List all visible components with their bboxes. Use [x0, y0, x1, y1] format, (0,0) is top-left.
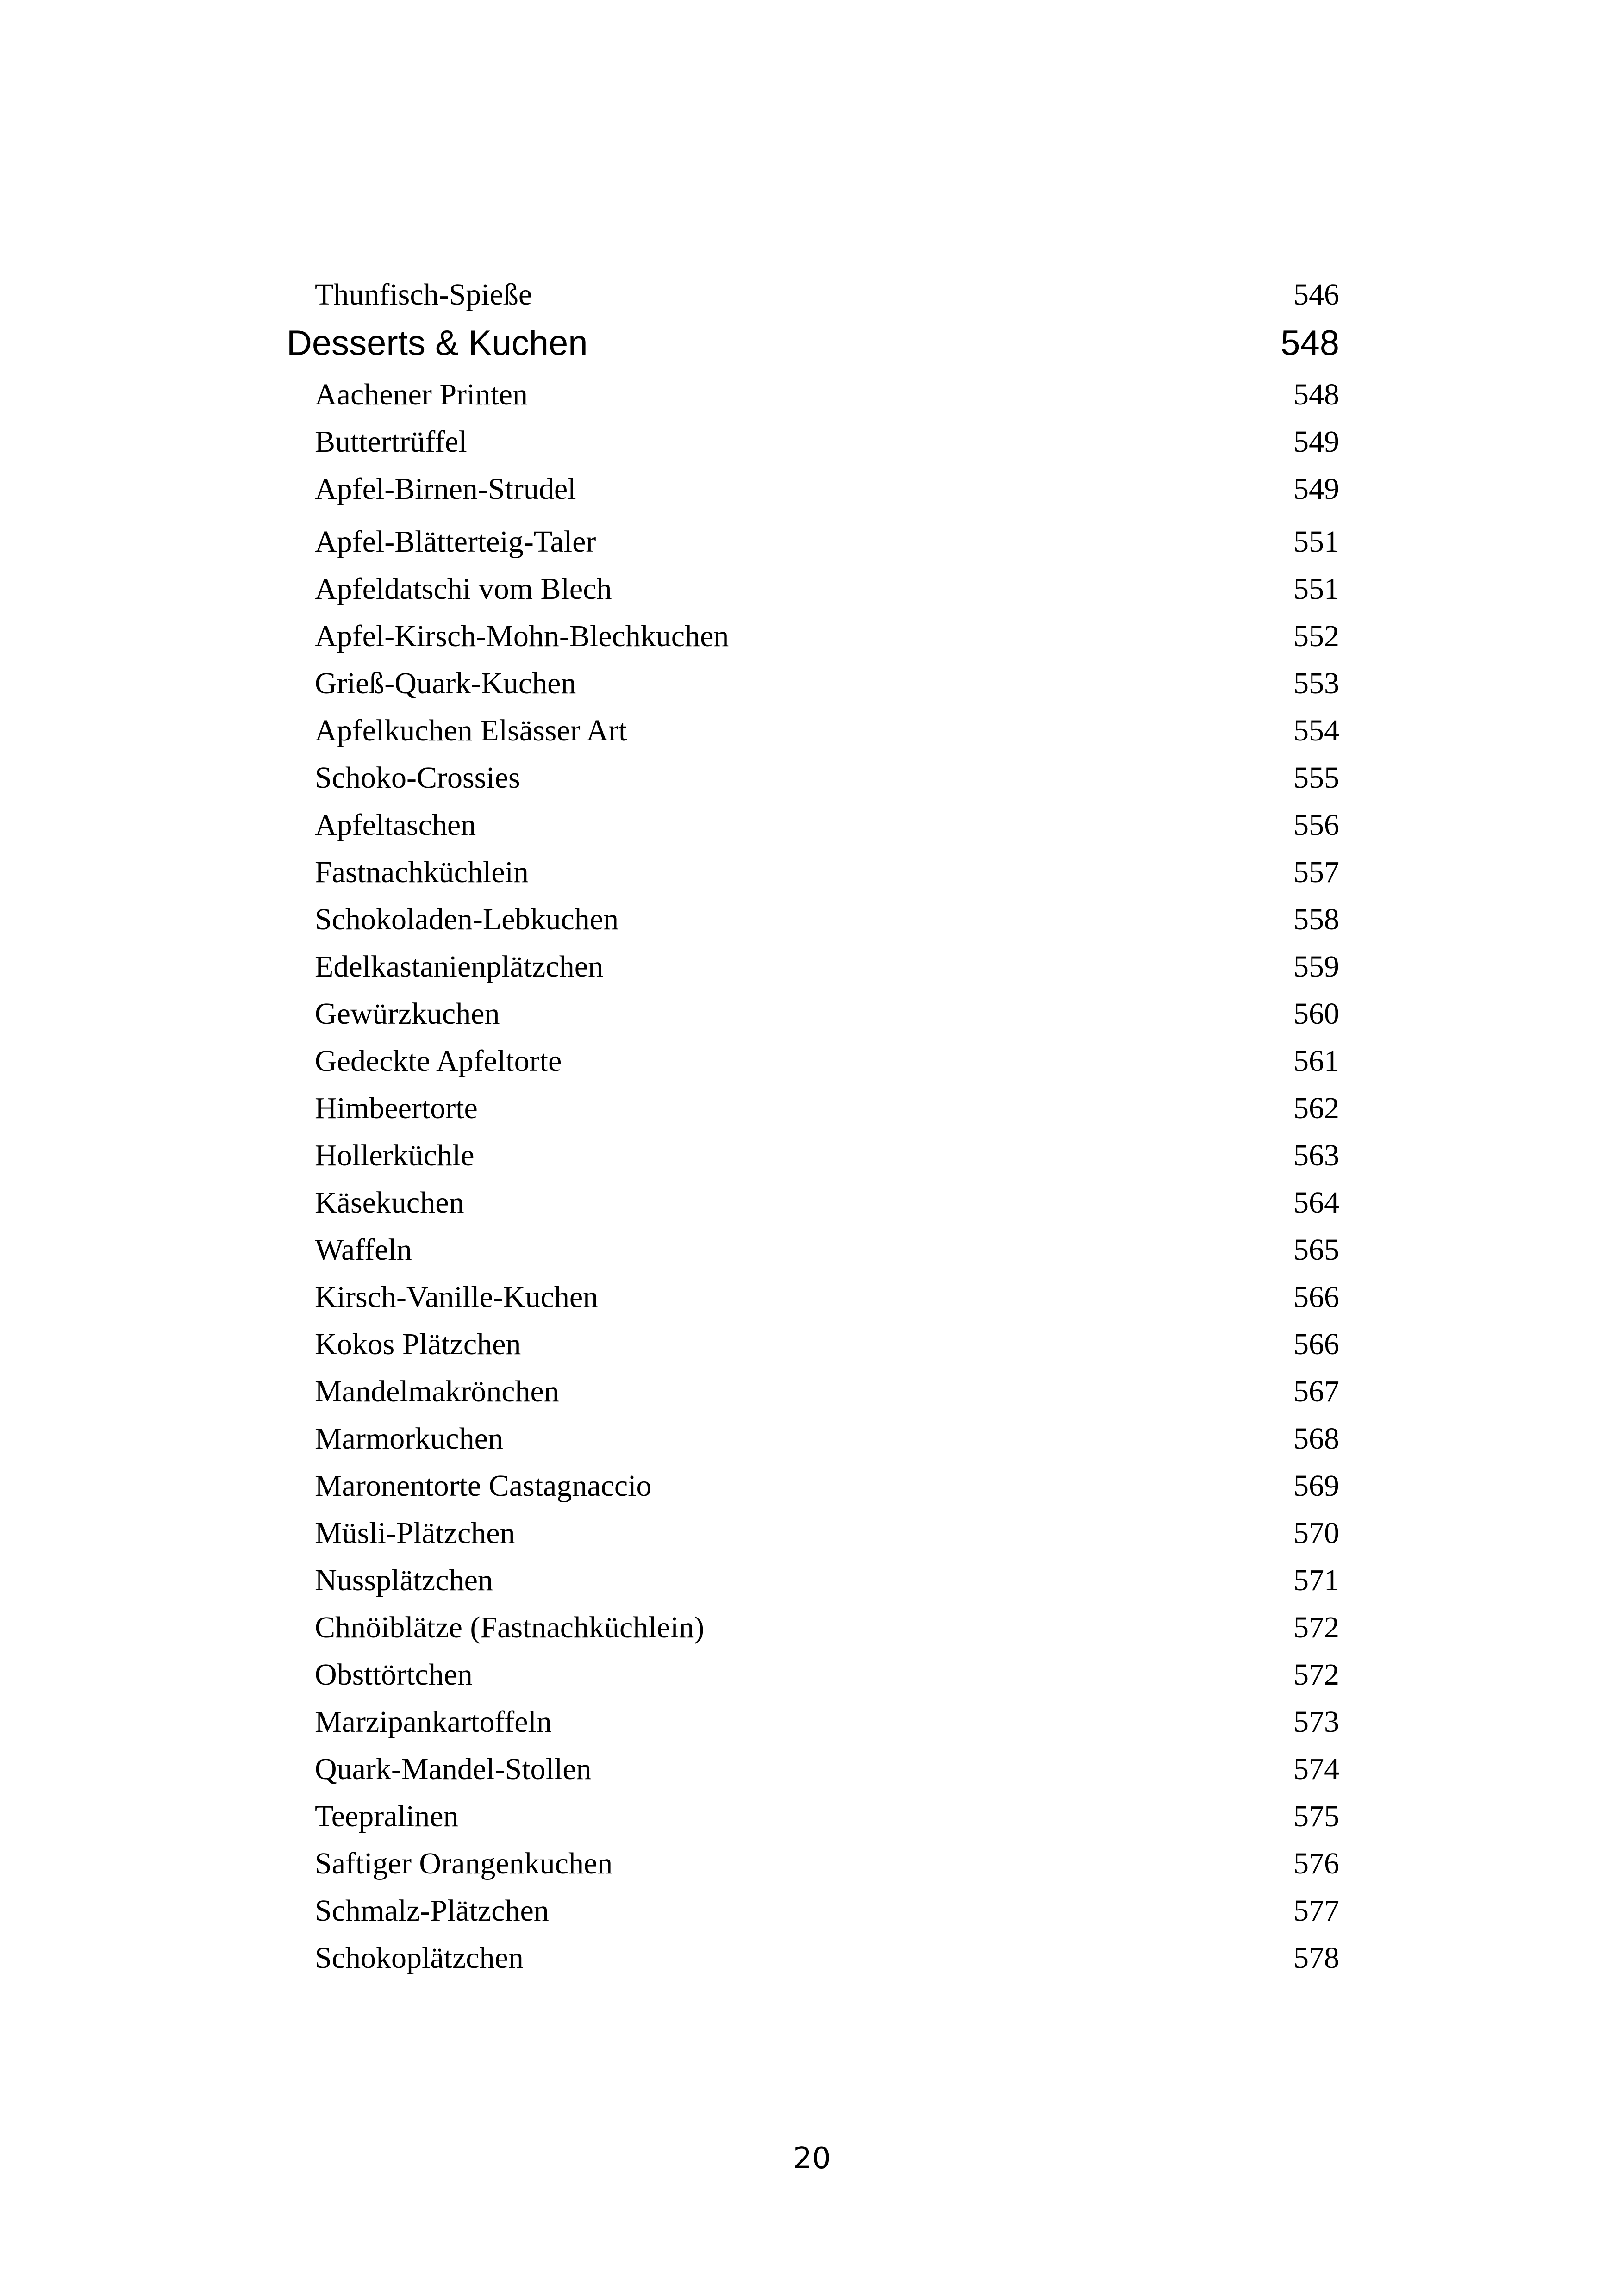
- toc-entry-page: 554: [1293, 714, 1339, 747]
- toc-entry: [0, 1842, 1624, 1889]
- toc-entry-page: 578: [1293, 1941, 1339, 1975]
- toc-entry: [0, 1795, 1624, 1842]
- toc-entry-page: 565: [1293, 1233, 1339, 1267]
- toc-entry: [0, 373, 1624, 420]
- toc-entry: [0, 803, 1624, 851]
- toc-entry-title: Apfel-Blätterteig-Taler: [315, 525, 596, 559]
- toc-entry-title: Kirsch-Vanille-Kuchen: [315, 1280, 599, 1314]
- toc-entry-title: Marzipankartoffeln: [315, 1705, 552, 1739]
- toc-entry-page: 576: [1293, 1847, 1339, 1880]
- toc-entry-title: Schoko-Crossies: [315, 761, 520, 795]
- toc-entry-page: 566: [1293, 1327, 1339, 1361]
- toc-entry-page: 552: [1293, 619, 1339, 653]
- toc-entry-page: 551: [1293, 525, 1339, 559]
- toc-entry-title: Apfeldatschi vom Blech: [315, 572, 612, 606]
- toc-entry: [0, 1748, 1624, 1795]
- toc-entry-page: 562: [1293, 1091, 1339, 1125]
- toc-entry-title: Aachener Printen: [315, 378, 528, 411]
- toc-entry-title: Teepralinen: [315, 1799, 459, 1833]
- toc-entry-title: Hollerküchle: [315, 1139, 475, 1172]
- toc-entry-title: Schokoladen-Lebkuchen: [315, 902, 619, 936]
- toc-entry-title: Quark-Mandel-Stollen: [315, 1752, 592, 1786]
- toc-entry-page: 558: [1293, 902, 1339, 936]
- toc-entry-title: Apfeltaschen: [315, 808, 476, 842]
- toc-entry-title: Gedeckte Apfeltorte: [315, 1044, 562, 1078]
- toc-section-page: 548: [1280, 324, 1339, 363]
- toc-entry-page: 568: [1293, 1422, 1339, 1456]
- toc-entry-title: Chnöiblätze (Fastnachküchlein): [315, 1611, 705, 1644]
- toc-entry-page: 561: [1293, 1044, 1339, 1078]
- toc-entry-page: 548: [1293, 378, 1339, 411]
- toc-entry-title: Apfel-Kirsch-Mohn-Blechkuchen: [315, 619, 729, 653]
- toc-entry-title: Müsli-Plätzchen: [315, 1516, 515, 1550]
- toc-entry-page: 574: [1293, 1752, 1339, 1786]
- toc-entry: [0, 1228, 1624, 1276]
- toc-entry: [0, 567, 1624, 615]
- toc-entry-page: 572: [1293, 1611, 1339, 1644]
- toc-entry: [0, 1323, 1624, 1370]
- toc-entry: [0, 1464, 1624, 1512]
- toc-entry: [0, 1039, 1624, 1087]
- toc-entry: [0, 520, 1624, 567]
- toc-entry-page: 564: [1293, 1186, 1339, 1220]
- toc-entry-page: 575: [1293, 1799, 1339, 1833]
- toc-entry-title: Gewürzkuchen: [315, 997, 500, 1031]
- toc-entry-page: 553: [1293, 666, 1339, 700]
- toc-entry-title: Himbeertorte: [315, 1091, 478, 1125]
- toc-entry-page: 555: [1293, 761, 1339, 795]
- toc-entry-title: Marmorkuchen: [315, 1422, 503, 1456]
- toc-entry: [0, 273, 1624, 320]
- toc-entry: [0, 1276, 1624, 1323]
- toc-entry-page: 557: [1293, 855, 1339, 889]
- toc-entry-title: Schokoplätzchen: [315, 1941, 524, 1975]
- toc-entry-page: 577: [1293, 1894, 1339, 1928]
- toc-entry: [0, 945, 1624, 992]
- toc-entry-title: Nussplätzchen: [315, 1563, 493, 1597]
- toc-entry: [0, 709, 1624, 756]
- toc-entry-page: 571: [1293, 1563, 1339, 1597]
- toc-entry-title: Waffeln: [315, 1233, 412, 1267]
- toc-entry: [0, 420, 1624, 467]
- toc-entry: [0, 1417, 1624, 1464]
- toc-entry-title: Kokos Plätzchen: [315, 1327, 521, 1361]
- toc-entry-title: Apfelkuchen Elsässer Art: [315, 714, 627, 747]
- toc-entry: [0, 615, 1624, 662]
- toc-entry-title: Grieß-Quark-Kuchen: [315, 666, 576, 700]
- toc-entry-page: 563: [1293, 1139, 1339, 1172]
- page-number: 20: [793, 2141, 831, 2176]
- toc-entry: [0, 898, 1624, 945]
- toc-entry-title: Obsttörtchen: [315, 1658, 473, 1692]
- toc-entry: [0, 1559, 1624, 1606]
- toc-entry-title: Saftiger Orangenkuchen: [315, 1847, 613, 1880]
- toc-entry-title: Fastnachküchlein: [315, 855, 529, 889]
- toc-entry-title: Edelkastanienplätzchen: [315, 950, 604, 983]
- toc-entry: [0, 1512, 1624, 1559]
- toc-entry-title: Buttertrüffel: [315, 425, 467, 459]
- toc-entry-title: Schmalz-Plätzchen: [315, 1894, 549, 1928]
- toc-entry: [0, 1134, 1624, 1181]
- toc-entry: [0, 756, 1624, 803]
- toc-section-title: Desserts & Kuchen: [287, 324, 588, 363]
- toc-entry-title: Apfel-Birnen-Strudel: [315, 472, 576, 506]
- toc-entry: [0, 1700, 1624, 1748]
- toc-entry: [0, 467, 1624, 515]
- toc-entry: [0, 1889, 1624, 1936]
- toc-entry-page: 570: [1293, 1516, 1339, 1550]
- toc-entry-page: 573: [1293, 1705, 1339, 1739]
- toc-entry: [0, 1606, 1624, 1653]
- toc-entry: [0, 1370, 1624, 1417]
- toc-entry: [0, 1653, 1624, 1700]
- toc-entry-page: 559: [1293, 950, 1339, 983]
- toc-entry-page: 569: [1293, 1469, 1339, 1503]
- toc-entry-title: Käsekuchen: [315, 1186, 464, 1220]
- toc-entry-page: 560: [1293, 997, 1339, 1031]
- toc-entry: [0, 1936, 1624, 1984]
- toc-entry: [0, 1181, 1624, 1228]
- toc-entry-page: 551: [1293, 572, 1339, 606]
- toc-entry-title: Thunfisch-Spieße: [315, 278, 532, 311]
- toc-entry-title: Mandelmakrönchen: [315, 1375, 559, 1408]
- toc-entry-title: Maronentorte Castagnaccio: [315, 1469, 652, 1503]
- toc-section-heading: [0, 322, 1624, 369]
- toc-entry-page: 549: [1293, 472, 1339, 506]
- toc-entry: [0, 662, 1624, 709]
- toc-entry-page: 572: [1293, 1658, 1339, 1692]
- toc-entry: [0, 992, 1624, 1039]
- toc-entry-page: 546: [1293, 278, 1339, 311]
- toc-entry-page: 567: [1293, 1375, 1339, 1408]
- toc-entry-page: 556: [1293, 808, 1339, 842]
- toc-entry-page: 566: [1293, 1280, 1339, 1314]
- toc-entry-page: 549: [1293, 425, 1339, 459]
- toc-entry: [0, 851, 1624, 898]
- toc-entry: [0, 1087, 1624, 1134]
